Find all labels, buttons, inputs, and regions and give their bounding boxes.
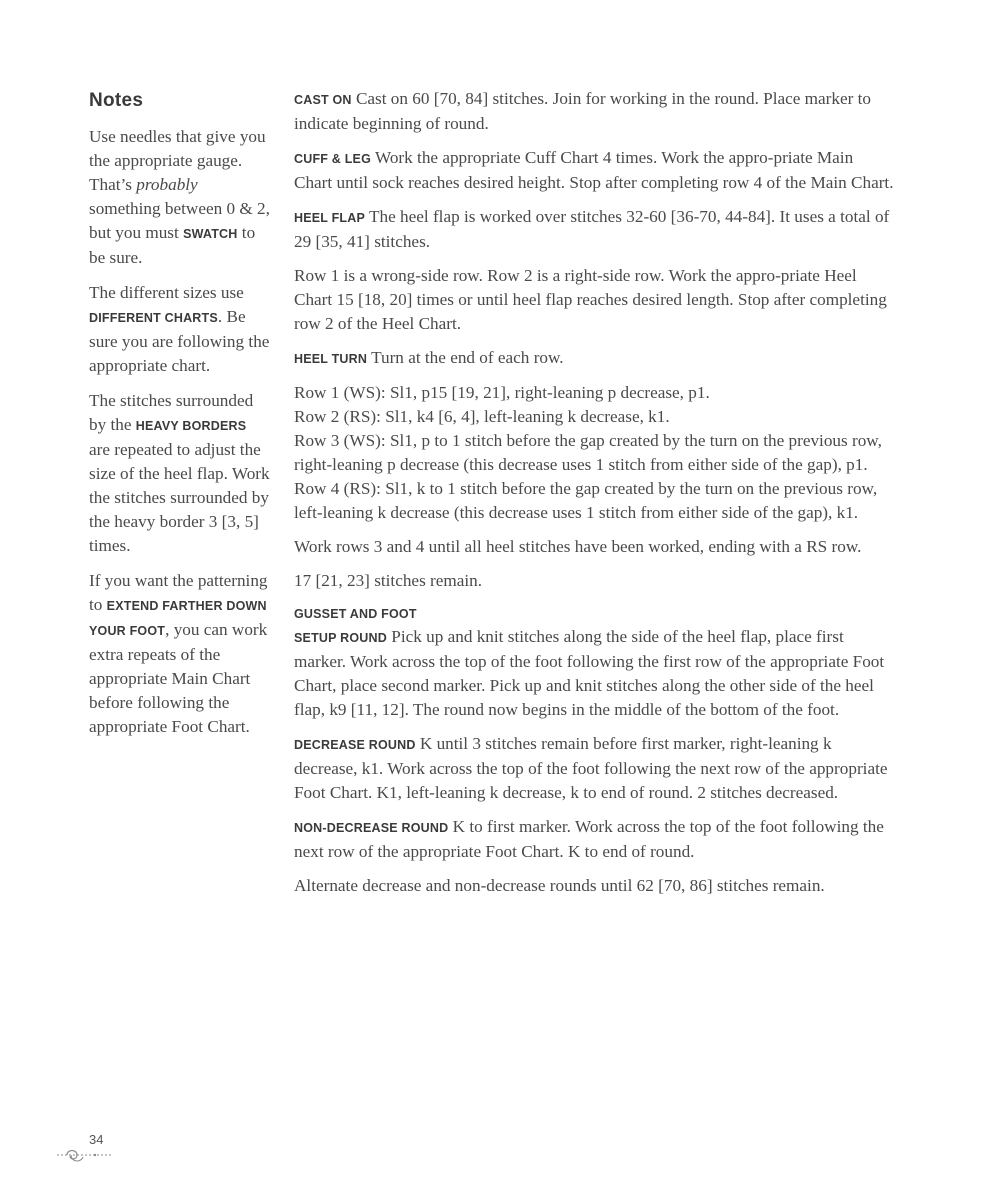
notes-sidebar <box>89 88 271 750</box>
non-decrease-round-label: NON-DECREASE ROUND <box>294 821 449 835</box>
keyword-extend-farther: EXTEND FARTHER DOWN YOUR FOOT <box>89 599 267 638</box>
heel-flap-label: HEEL FLAP <box>294 211 366 225</box>
cast-on-label: CAST ON <box>294 93 352 107</box>
heel-turn-row-1: Row 1 (WS): Sl1, p15 [19, 21], right-leaning p decrease, p1. <box>294 383 710 402</box>
keyword-swatch: SWATCH <box>183 227 238 241</box>
work-rows-text: Work rows 3 and 4 until all heel stitches have been worked, ending with a RS row. <box>294 537 862 556</box>
cuff-leg-section: CUFF & LEG Work the appropriate Cuff Chart 4 times. Work the appro-priate Main Chart until sock reaches desired height. Stop after completing row 4 of the Main Chart. <box>294 148 894 192</box>
decrease-round-section: DECREASE ROUND K until 3 stitches remain before first marker, right-leaning k decrease, k1. Work across the top of the foot following the next row of the appropriate Foot Chart. K1, left-leaning k decrease, k to end of round. 2 stitches decreased. <box>294 734 888 802</box>
keyword-different-charts: DIFFERENT CHARTS <box>89 311 218 325</box>
note-extend-pattern: If you want the patterning to EXTEND FARTHER DOWN YOUR FOOT, you can work extra repeats of the appropriate Main Chart before following the appropriate Foot Chart. <box>89 571 268 736</box>
heel-flap-rows: Row 1 is a wrong-side row. Row 2 is a right-side row. Work the appro-priate Heel Chart 15 [18, 20] times or until heel flap reaches desired length. Stop after completing row 2 of the Heel Chart. <box>294 266 887 333</box>
heel-turn-row-4: Row 4 (RS): Sl1, k to 1 stitch before the gap created by the turn on the previous row, left-leaning k decrease (this decrease uses 1 stitch from either side of the gap), k1. <box>294 479 878 522</box>
emphasis-probably: probably <box>136 175 198 194</box>
setup-round-section: SETUP ROUND Pick up and knit stitches along the side of the heel flap, place first marker. Work across the top of the foot following the first row of the appropriate Foot Chart, place second marker. Pick up and knit stitches along the other side of the heel flap, k9 [11, 12]. The round now begins in the middle of the bottom of the foot. <box>294 627 885 719</box>
heel-turn-row-2: Row 2 (RS): Sl1, k4 [6, 4], left-leaning k decrease, k1. <box>294 407 670 426</box>
yarn-swirl-ornament-icon <box>55 1146 113 1166</box>
cuff-leg-label: CUFF & LEG <box>294 152 371 166</box>
notes-title: Notes <box>89 90 144 111</box>
keyword-heavy-borders: HEAVY BORDERS <box>135 419 247 433</box>
non-decrease-round-section: NON-DECREASE ROUND K to first marker. Work across the top of the foot following the next row of the appropriate Foot Chart. K to end of round. <box>294 817 884 861</box>
heel-turn-row-3: Row 3 (WS): Sl1, p to 1 stitch before the gap created by the turn on the previous row, right-leaning p decrease (this decrease uses 1 stitch from either side of the gap), p1. <box>294 431 882 474</box>
alternate-rounds-text: Alternate decrease and non-decrease rounds until 62 [70, 86] stitches remain. <box>294 876 825 895</box>
page-footer <box>55 1132 115 1168</box>
decrease-round-label: DECREASE ROUND <box>294 738 416 752</box>
note-sizes: The different sizes use DIFFERENT CHARTS. Be sure you are following the appropriate chart. <box>89 283 270 375</box>
heel-turn-label: HEEL TURN <box>294 352 368 366</box>
heel-flap-section: HEEL FLAP The heel flap is worked over stitches 32-60 [36-70, 44-84]. It uses a total of 29 [35, 41] stitches. <box>294 207 890 251</box>
cast-on-section: CAST ON Cast on 60 [70, 84] stitches. Join for working in the round. Place marker to indicate beginning of round. <box>294 89 872 133</box>
note-needles: Use needles that give you the appropriate gauge. That’s probably something between 0 & 2, but you must SWATCH to be sure. <box>89 127 270 267</box>
note-heavy-borders: The stitches surrounded by the HEAVY BORDERS are repeated to adjust the size of the heel flap. Work the stitches surrounded by the heavy border 3 [3, 5] times. <box>89 391 270 555</box>
heel-turn-rows <box>294 381 894 525</box>
gusset-foot-heading: GUSSET AND FOOT <box>294 607 417 621</box>
setup-round-label: SETUP ROUND <box>294 631 387 645</box>
heel-turn-section: HEEL TURN Turn at the end of each row. <box>294 348 564 367</box>
stitches-remain-text: 17 [21, 23] stitches remain. <box>294 571 483 590</box>
pattern-instructions <box>294 87 894 908</box>
page-number: 34 <box>89 1132 104 1147</box>
